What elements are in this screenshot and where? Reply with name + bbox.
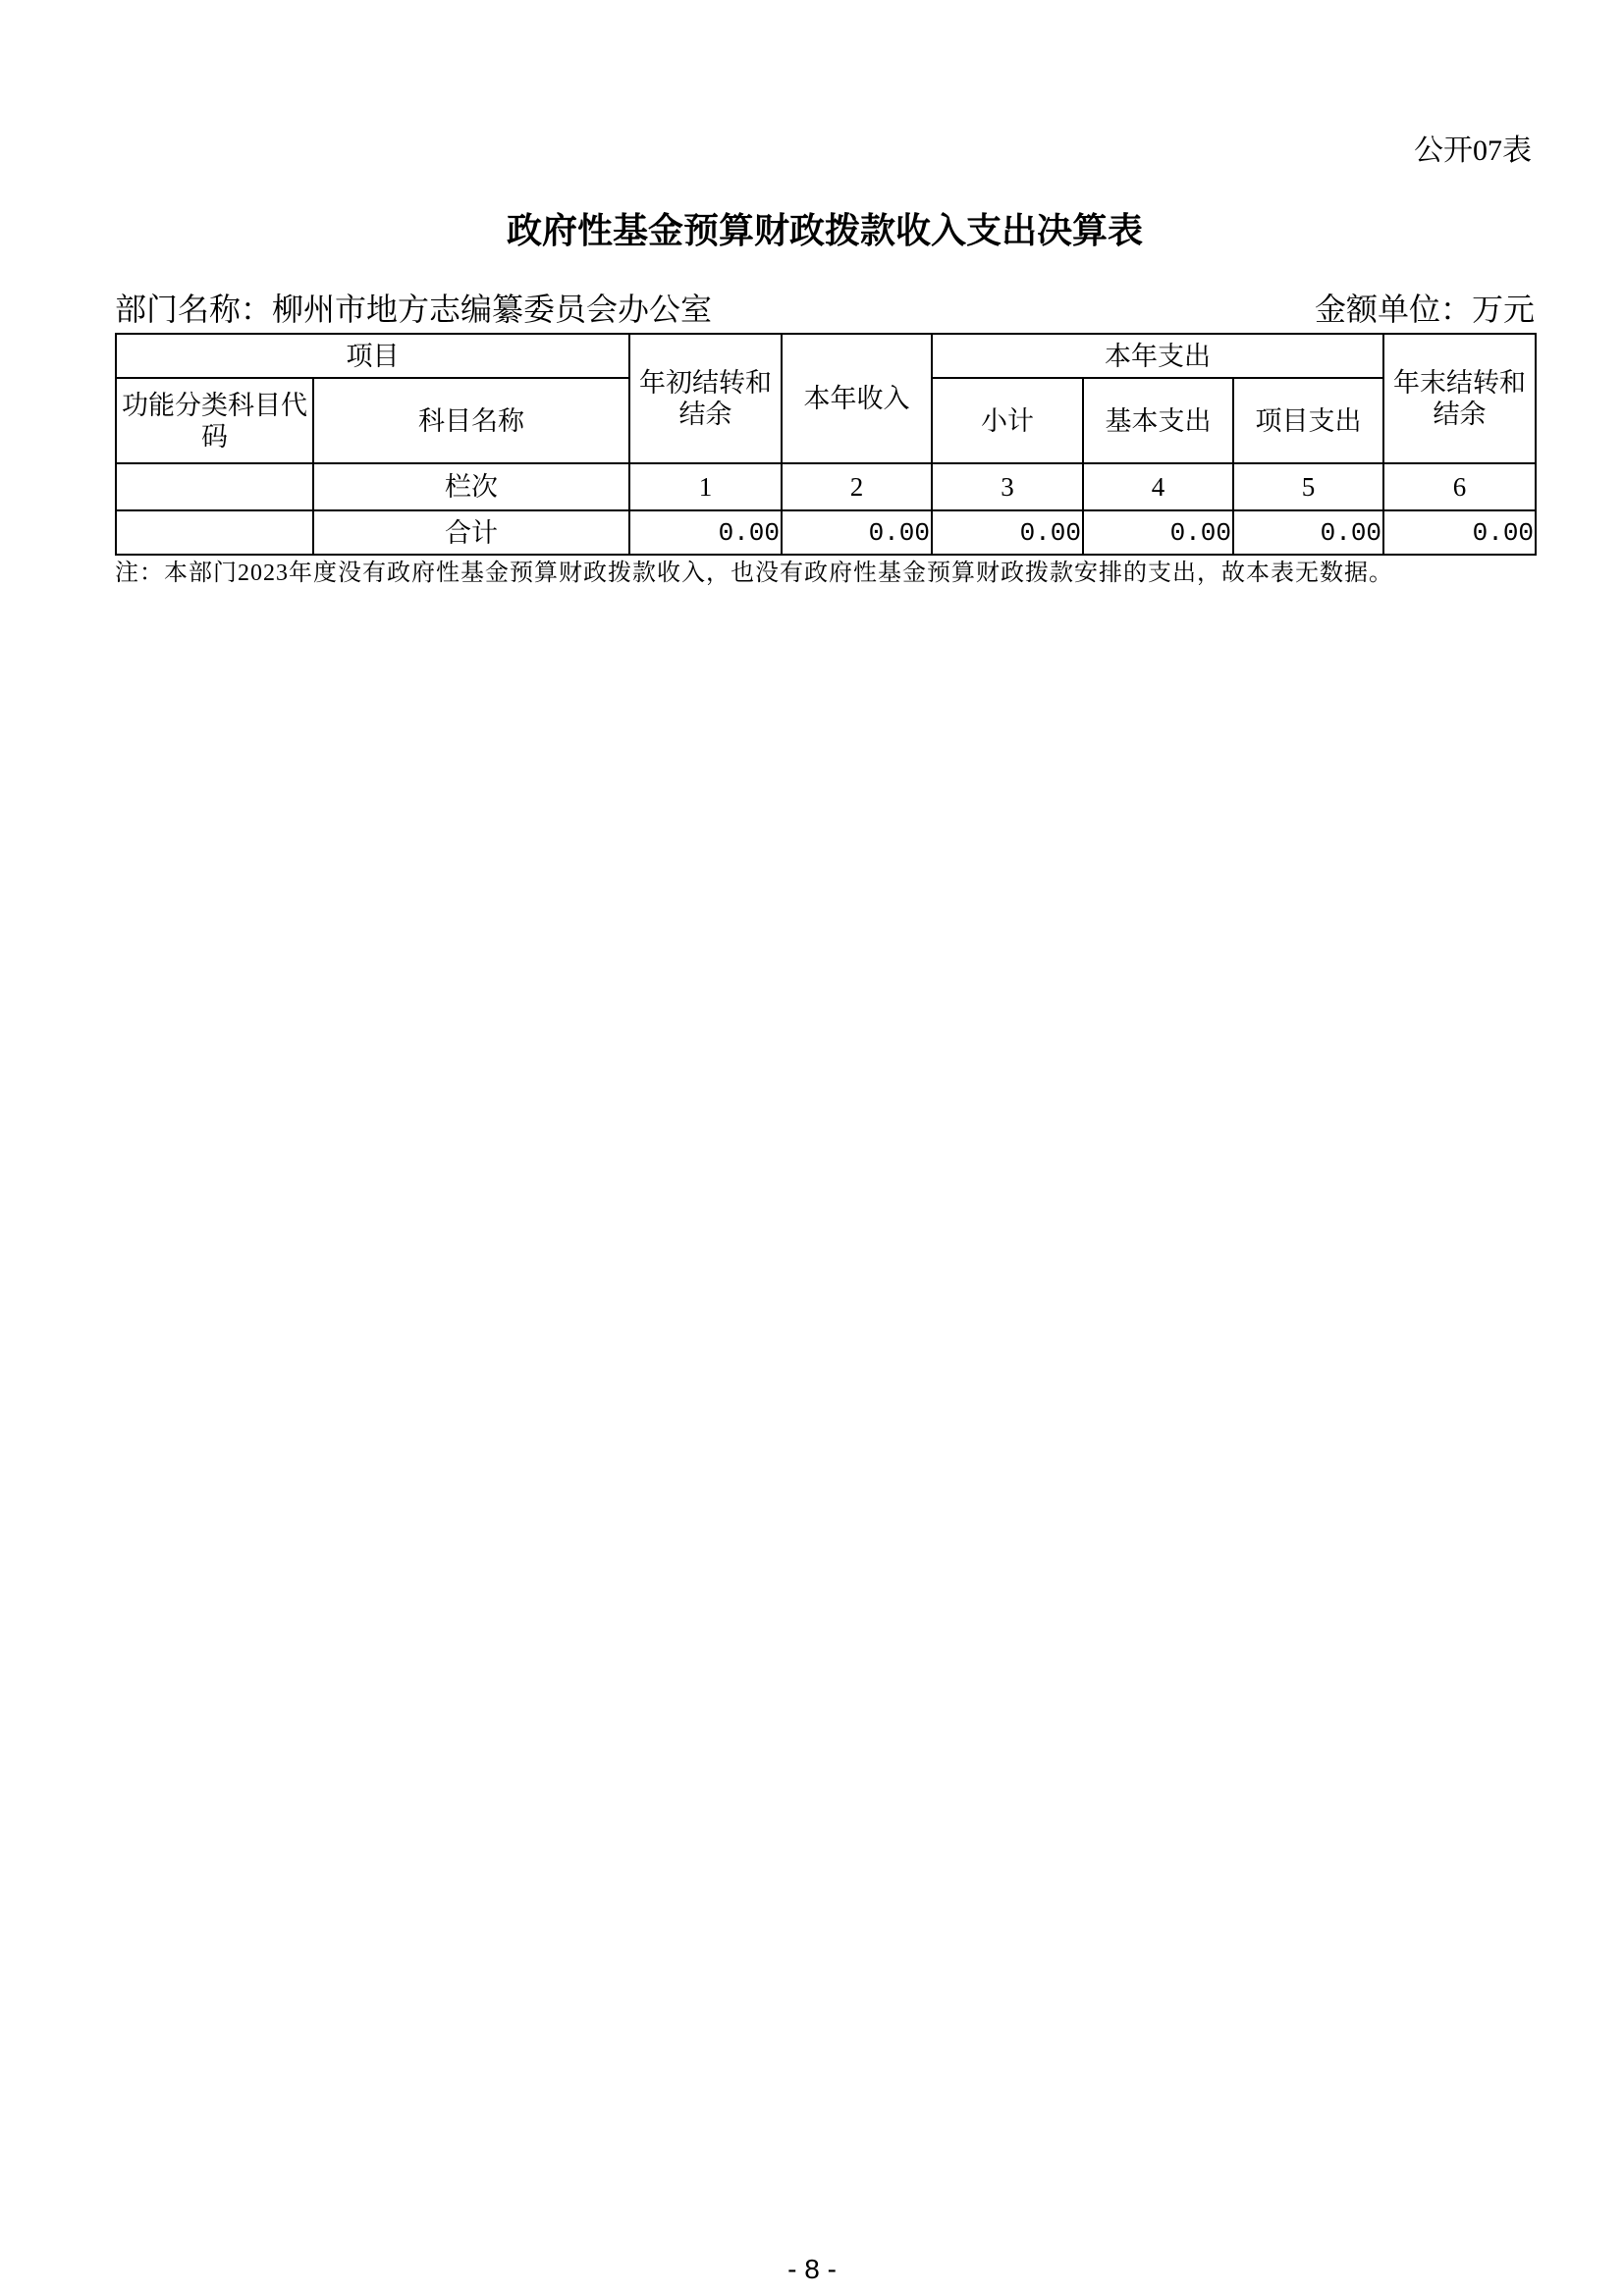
budget-table bbox=[115, 333, 1537, 556]
column-index-label: 栏次 bbox=[313, 463, 629, 510]
total-value-cell: 0.00 bbox=[932, 510, 1083, 555]
table-cell-empty bbox=[116, 463, 313, 510]
column-index-cell: 4 bbox=[1083, 463, 1233, 510]
column-index-cell: 2 bbox=[782, 463, 932, 510]
header-row-1 bbox=[116, 334, 1536, 378]
header-function-code: 功能分类科目代码 bbox=[116, 378, 313, 463]
total-row bbox=[116, 510, 1536, 555]
total-value-cell: 0.00 bbox=[1083, 510, 1233, 555]
header-subject-name: 科目名称 bbox=[313, 378, 629, 463]
unit-label: 金额单位： bbox=[1314, 292, 1472, 327]
total-value-cell: 0.00 bbox=[1233, 510, 1383, 555]
column-index-row bbox=[116, 463, 1536, 510]
header-opening-balance: 年初结转和结余 bbox=[629, 334, 782, 463]
department-line bbox=[115, 291, 712, 328]
total-label: 合计 bbox=[313, 510, 629, 555]
header-project-expenditure: 项目支出 bbox=[1233, 378, 1383, 463]
department-label: 部门名称： bbox=[115, 292, 273, 327]
table-cell-empty bbox=[116, 510, 313, 555]
column-index-cell: 6 bbox=[1383, 463, 1536, 510]
page-title: 政府性基金预算财政拨款收入支出决算表 bbox=[506, 211, 1143, 250]
column-index-cell: 3 bbox=[932, 463, 1083, 510]
header-subtotal: 小计 bbox=[932, 378, 1083, 463]
amount-unit-line bbox=[1315, 291, 1535, 328]
total-value-cell: 0.00 bbox=[629, 510, 782, 555]
department-value: 柳州市地方志编纂委员会办公室 bbox=[272, 292, 713, 327]
header-current-income: 本年收入 bbox=[782, 334, 932, 463]
header-basic-expenditure: 基本支出 bbox=[1083, 378, 1233, 463]
column-index-cell: 1 bbox=[629, 463, 782, 510]
unit-value: 万元 bbox=[1471, 292, 1535, 327]
total-value-cell: 0.00 bbox=[782, 510, 932, 555]
header-item: 项目 bbox=[116, 334, 629, 378]
column-index-cell: 5 bbox=[1233, 463, 1383, 510]
total-value-cell: 0.00 bbox=[1383, 510, 1536, 555]
header-current-expenditure: 本年支出 bbox=[932, 334, 1383, 378]
form-code: 公开07表 bbox=[1414, 134, 1532, 167]
table-note: 注：本部门2023年度没有政府性基金预算财政拨款收入，也没有政府性基金预算财政拨款安排的支出，故本表无数据。 bbox=[115, 561, 1393, 586]
page-number: - 8 - bbox=[787, 2254, 837, 2284]
header-closing-balance: 年末结转和结余 bbox=[1383, 334, 1536, 463]
